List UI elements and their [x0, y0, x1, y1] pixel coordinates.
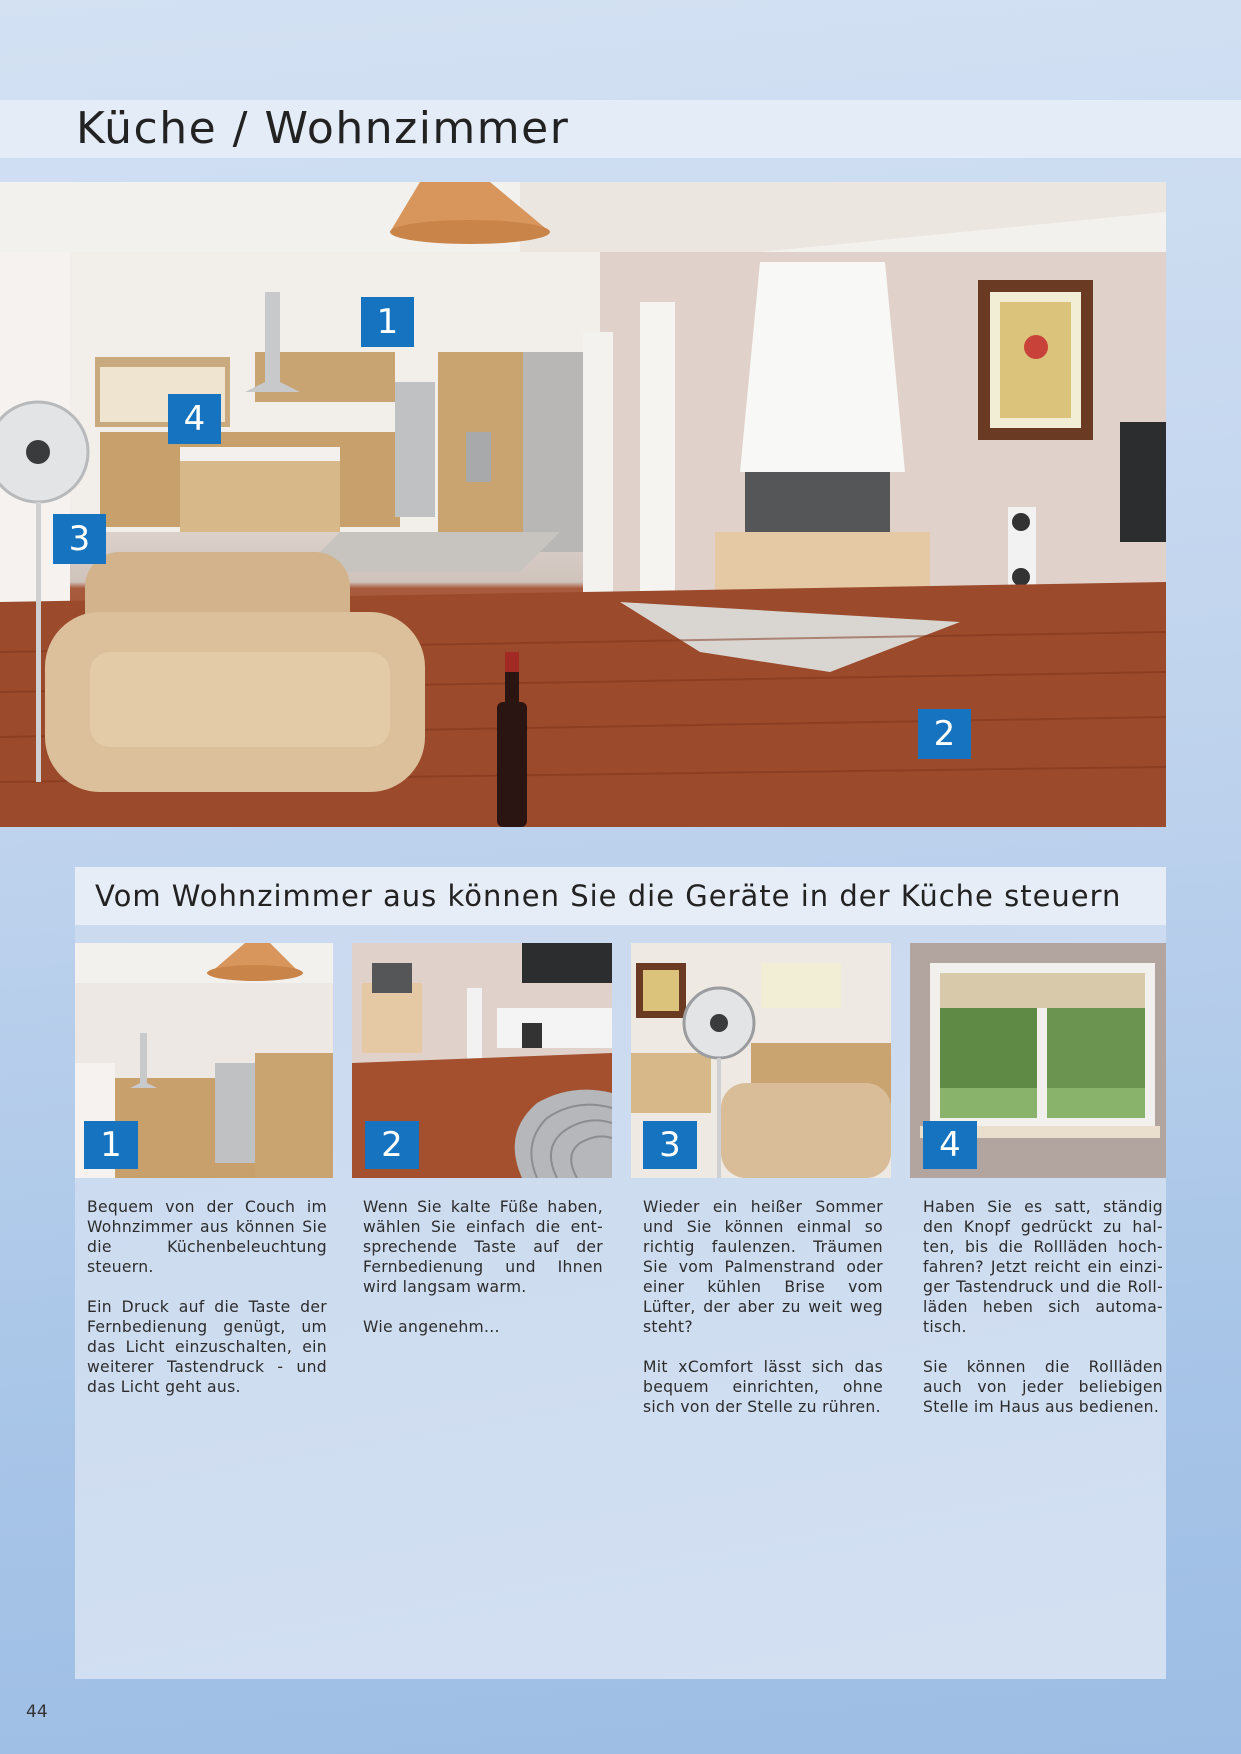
- hero-marker-4: 4: [168, 394, 221, 444]
- thumbnail-number-4: 4: [923, 1121, 977, 1169]
- section-subtitle: Vom Wohnzimmer aus können Sie die Geräte in der Küche steuern: [95, 879, 1122, 913]
- text-column-3-paragraph-2: Mit xComfort lässt sich das bequem einrichten, ohne sich von der Stelle zu rühren.: [643, 1358, 883, 1416]
- hero-marker-3: 3: [53, 514, 106, 564]
- page-title: Küche / Wohnzimmer: [76, 103, 570, 154]
- hero-marker-2: 2: [918, 709, 971, 759]
- text-column-3: [643, 1197, 883, 1437]
- thumbnail-number-3: 3: [643, 1121, 697, 1169]
- thumbnail-fan: [631, 943, 891, 1178]
- text-column-4: [923, 1197, 1163, 1437]
- text-column-2: [363, 1197, 603, 1357]
- text-column-1: [87, 1197, 327, 1417]
- text-column-1-paragraph-1: Bequem von der Couch im Wohnzimmer aus können Sie die Küchenbeleuchtung steuern.: [87, 1198, 327, 1276]
- thumbnail-number-2: 2: [365, 1121, 419, 1169]
- text-column-4-paragraph-1: Haben Sie es satt, ständig den Knopf gedrückt zu hal-ten, bis die Rollläden hoch-fahren? Jetzt reicht ein einzi-ger Tastendruck und die Roll-läden heben sich automa-tisch.: [923, 1198, 1163, 1336]
- hero-marker-1: 1: [361, 297, 414, 347]
- thumbnail-roller-shutters: [910, 943, 1166, 1178]
- thumbnail-number-1: 1: [84, 1121, 138, 1169]
- text-column-2-paragraph-1: Wenn Sie kalte Füße haben, wählen Sie einfach die ent-sprechende Taste auf der Fernbedienung und Ihnen wird langsam warm.: [363, 1198, 603, 1296]
- page-number: 44: [26, 1702, 48, 1722]
- text-column-4-paragraph-2: Sie können die Rollläden auch von jeder beliebigen Stelle im Haus aus bedienen.: [923, 1358, 1163, 1416]
- thumbnail-kitchen-light: [75, 943, 333, 1178]
- text-column-2-paragraph-2: Wie angenehm...: [363, 1318, 500, 1336]
- thumbnail-floor-heating: [352, 943, 612, 1178]
- hero-room-image: [0, 182, 1166, 827]
- room-illustration: [0, 182, 1166, 827]
- text-column-3-paragraph-1: Wieder ein heißer Sommer und Sie können einmal so richtig faulenzen. Träumen Sie vom Palmenstrand oder einer kühlen Brise vom Lüfter, der aber zu weit weg steht?: [643, 1198, 883, 1336]
- text-column-1-paragraph-2: Ein Druck auf die Taste der Fernbedienung genügt, um das Licht einzuschalten, ein weiterer Tastendruck - und das Licht geht aus.: [87, 1298, 327, 1396]
